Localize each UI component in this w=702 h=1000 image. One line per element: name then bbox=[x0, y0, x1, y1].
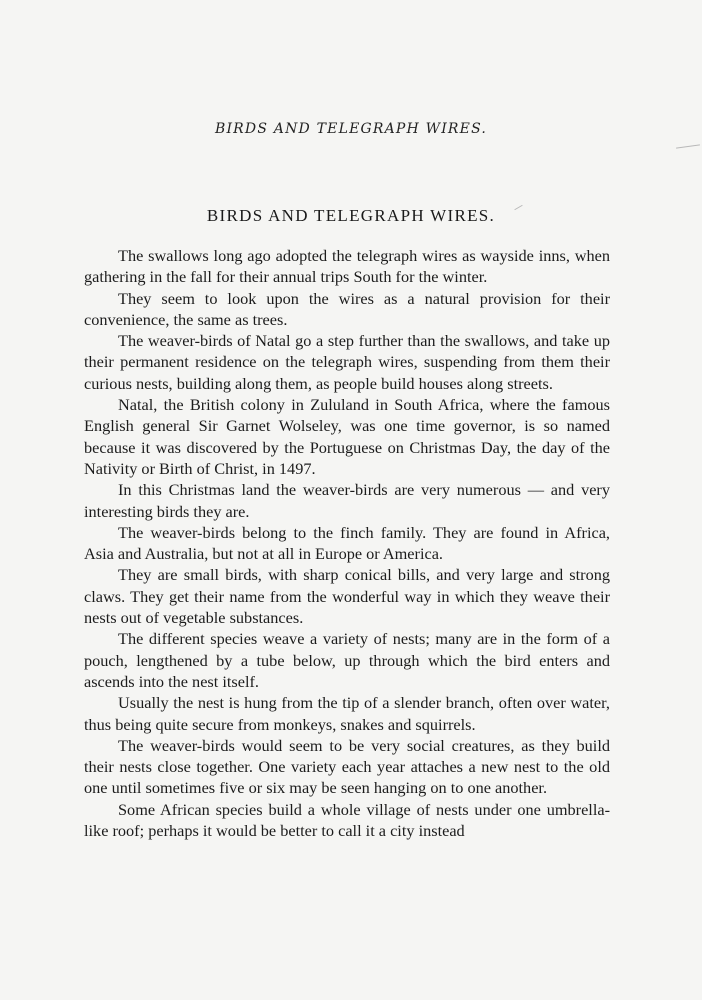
paragraph: In this Christmas land the weaver-birds are very numerous — and very interesting birds they are. bbox=[84, 480, 610, 521]
paragraph: They seem to look upon the wires as a natural provision for their convenience, the same as trees. bbox=[84, 288, 610, 329]
paragraph: Natal, the British colony in Zululand in South Africa, where the famous English general Sir Garnet Wolseley, was one time governor, is so named because it was discovered by the Portuguese on Christmas Day, the day of the Nativity or Birth of Christ, in 1497. bbox=[84, 395, 610, 478]
paragraph: The weaver-birds of Natal go a step further than the swallows, and take up their permanent residence on the telegraph wires, suspending from them their curious nests, building along them, as people build houses along streets. bbox=[84, 331, 610, 393]
paragraph: Usually the nest is hung from the tip of a slender branch, often over water, thus being quite secure from monkeys, snakes and squirrels. bbox=[84, 693, 610, 734]
running-head: BIRDS AND TELEGRAPH WIRES. bbox=[214, 121, 488, 137]
scan-mark bbox=[676, 144, 700, 148]
chapter-title: BIRDS AND TELEGRAPH WIRES. bbox=[206, 206, 496, 225]
paragraph: They are small birds, with sharp conical bills, and very large and strong claws. They get their name from the wonderful way in which they weave their nests out of vegetable substances. bbox=[84, 565, 610, 628]
paragraph: The swallows long ago adopted the telegraph wires as wayside inns, when gathering in the fall for their annual trips South for the winter. bbox=[84, 246, 610, 287]
paragraph: The weaver-birds belong to the finch family. They are found in Africa, Asia and Australia, but not at all in Europe or America. bbox=[84, 522, 610, 564]
paragraph: Some African species build a whole village of nests under one umbrella-like roof; perhaps it would be better to call it a city instead bbox=[84, 799, 610, 841]
paragraph: The weaver-birds would seem to be very social creatures, as they build their nests close together. One variety each year attaches a new nest to the old one until sometimes five or six may be seen hanging on to one another. bbox=[84, 735, 610, 798]
body-text bbox=[84, 245, 610, 841]
paragraph: The different species weave a variety of nests; many are in the form of a pouch, lengthened by a tube below, up through which the bird enters and ascends into the nest itself. bbox=[84, 629, 610, 691]
